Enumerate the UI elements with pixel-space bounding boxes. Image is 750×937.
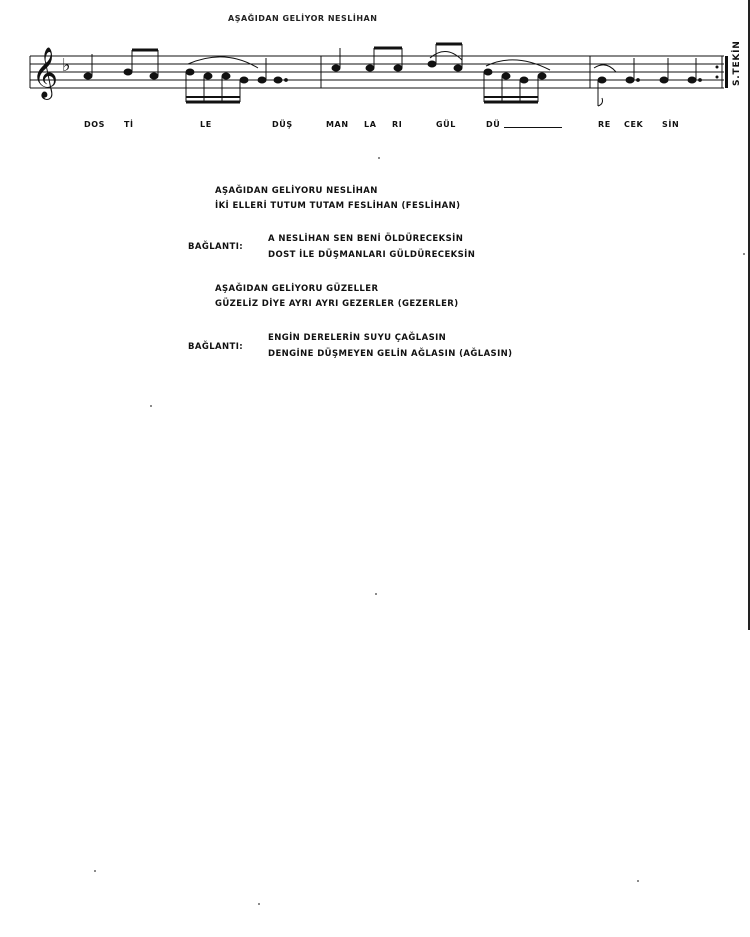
scan-speck — [637, 880, 639, 882]
lyric-syllable: CEK — [624, 120, 644, 129]
lyric-syllable: RE — [598, 120, 611, 129]
lyric-syllable: MAN — [326, 120, 349, 129]
verse-line: DENGİNE DÜŞMEYEN GELİN AĞLASIN (AĞLASIN) — [268, 349, 513, 359]
lyric-syllable: LA — [364, 120, 377, 129]
chorus-label: BAĞLANTI: — [188, 242, 244, 252]
verse-line: GÜZELİZ DİYE AYRI AYRI GEZERLER (GEZERLER) — [215, 299, 459, 309]
lyric-syllable: SİN — [662, 120, 680, 129]
lyric-syllable: DÜ — [486, 120, 501, 129]
song-title: AŞAĞIDAN GELİYOR NESLİHAN — [228, 14, 378, 23]
verse-line: DOST İLE DÜŞMANLARI GÜLDÜRECEKSİN — [268, 250, 476, 260]
scan-speck — [378, 157, 380, 159]
lyric-syllable: RI — [392, 120, 403, 129]
lyric-syllable: DÜŞ — [272, 120, 293, 129]
scan-speck — [150, 405, 152, 407]
verse-line: AŞAĞIDAN GELİYORU GÜZELLER — [215, 284, 379, 294]
scan-speck — [258, 903, 260, 905]
treble-clef-icon: 𝄞 — [32, 47, 59, 98]
melisma-line — [504, 127, 562, 128]
scan-speck — [743, 253, 745, 255]
lyric-syllable: LE — [200, 120, 212, 129]
scan-speck — [94, 870, 96, 872]
scan-speck — [375, 593, 377, 595]
lyric-syllable: Tİ — [124, 120, 134, 129]
verse-line: İKİ ELLERİ TUTUM TUTAM FESLİHAN (FESLİHAN) — [215, 201, 461, 211]
lyric-syllable: DOS — [84, 120, 106, 129]
verse-line: AŞAĞIDAN GELİYORU NESLİHAN — [215, 186, 378, 196]
chorus-label: BAĞLANTI: — [188, 342, 244, 352]
verse-line: A NESLİHAN SEN BENİ ÖLDÜRECEKSİN — [268, 234, 464, 244]
arranger-credit: S.TEKİN — [732, 40, 742, 86]
b-flat-icon: ♭ — [62, 55, 71, 76]
lyric-syllable: GÜL — [436, 120, 456, 129]
verse-line: ENGİN DERELERİN SUYU ÇAĞLASIN — [268, 333, 447, 343]
